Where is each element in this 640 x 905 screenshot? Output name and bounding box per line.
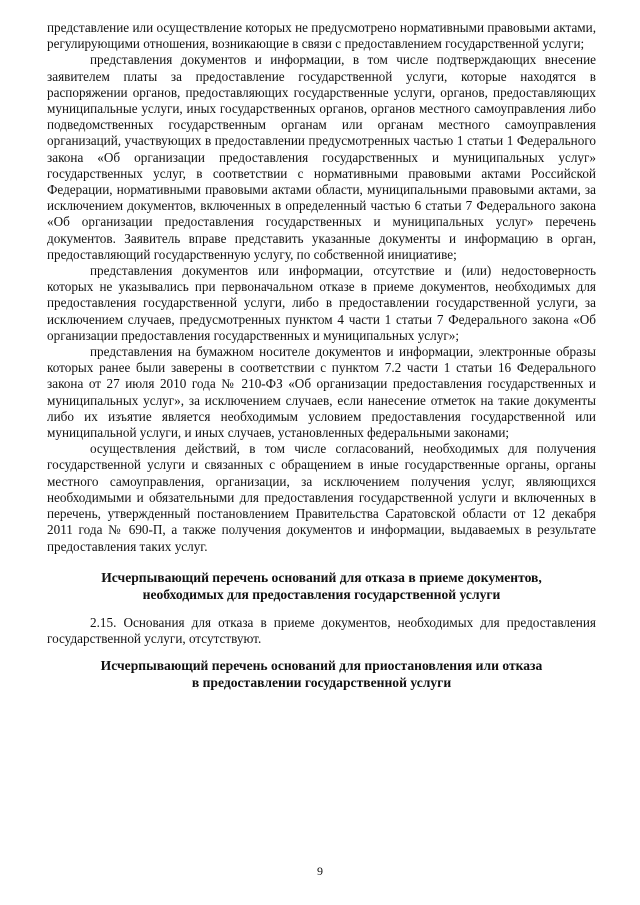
- heading-line: Исчерпывающий перечень оснований для отказа в приеме документов,: [101, 569, 542, 585]
- paragraph: представления документов или информации, отсутствие и (или) недостоверность которых не указывались при первоначальном отказе в приеме документов, необходимых для предоставления государственной услуги, либо в предоставлении государственной услуги, за исключением случаев, предусмотренных пунктом 4 части 1 статьи 7 Федерального закона «Об организации предоставления государственных и муниципальных услуг»;: [47, 263, 596, 343]
- page-number: 9: [317, 864, 323, 878]
- heading-line: в предоставлении государственной услуги: [191, 675, 452, 691]
- paragraph: представления на бумажном носителе документов и информации, электронные образы которых ранее были заверены в соответствии с пунктом 7.2 части 1 статьи 16 Федерального закона от 27 июля 2010 года № 210-ФЗ «Об организации предоставления государственных и муниципальных услуг», за исключением случаев, если нанесение отметок на такие документы либо их изъятие является необходимым условием предоставления государственной или муниципальной услуги, и иных случаев, установленных федеральными законами;: [47, 344, 596, 441]
- paragraph: представление или осуществление которых не предусмотрено нормативными правовыми актами, регулирующими отношения, возникающие в связи с предоставлением государственной услуги;: [47, 20, 596, 52]
- heading-line: необходимых для предоставления государственной услуги: [142, 586, 501, 602]
- heading-line: Исчерпывающий перечень оснований для приостановления или отказа: [100, 658, 543, 674]
- section-heading: [47, 657, 596, 691]
- paragraph: представления документов и информации, в том числе подтверждающих внесение заявителем платы за предоставление государственной услуги, которые находятся в распоряжении органов, предоставляющих государственные услуги, органов, предоставляющих муниципальные услуги, иных государственных органов, органов местного самоуправления либо подведомственных государственным органам или органам местного самоуправления организаций, участвующих в предоставлении предусмотренных частью 1 статьи 1 Федерального закона «Об организации предоставления государственных и муниципальных услуг» государственных услуг, в соответствии с нормативными правовыми актами Российской Федерации, нормативными правовыми актами области, муниципальными правовыми актами, за исключением документов, включенных в определенный частью 6 статьи 7 Федерального закона «Об организации предоставления государственных и муниципальных услуг» перечень документов. Заявитель вправе представить указанные документы и информацию в орган, предоставляющий государственную услугу, по собственной инициативе;: [47, 52, 596, 262]
- paragraph: осуществления действий, в том числе согласований, необходимых для получения государственной услуги и связанных с обращением в иные государственные органы, органы местного самоуправления, организации, за исключением получения услуг, являющихся необходимыми и обязательными для предоставления государственной услуги и включенных в перечень, утвержденный постановлением Правительства Саратовской области от 12 декабря 2011 года № 690-П, а также получения документов и информации, выдаваемых в результате предоставления таких услуг.: [47, 441, 596, 554]
- paragraph-2-15: 2.15. Основания для отказа в приеме документов, необходимых для предоставления государственной услуги, отсутствуют.: [47, 614, 596, 646]
- section-heading: [47, 569, 596, 603]
